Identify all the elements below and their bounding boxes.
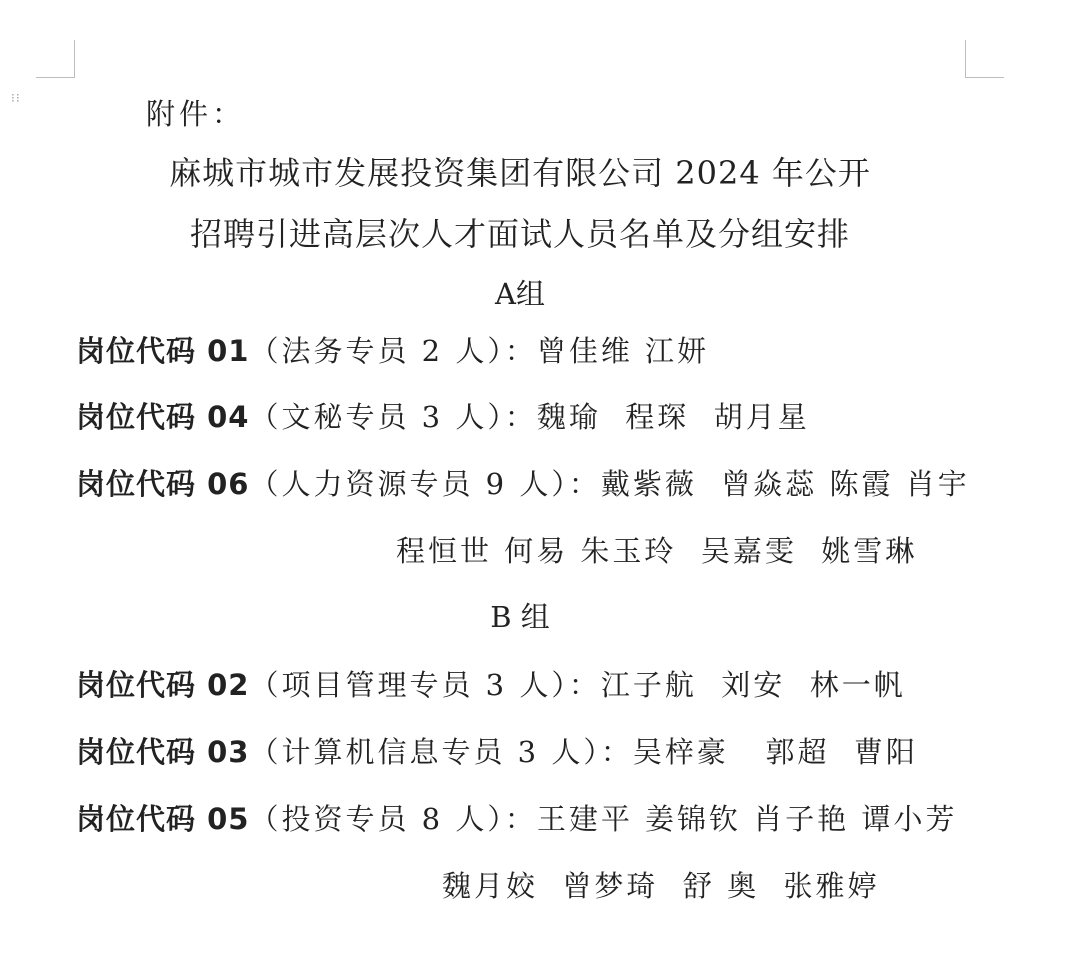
position-detail: （法务专员 2 人）：曾佳维 江妍 [249,334,710,368]
position-detail: （投资专员 8 人）：王建平 姜锦钦 肖子艳 谭小芳 [249,802,958,836]
group-a-heading: A组 [495,277,545,311]
position-row [76,668,906,702]
page-corner-top-left [36,40,75,78]
position-continuation: 魏月姣 曾梦琦 舒 奥 张雅婷 [442,869,880,903]
position-detail: （人力资源专员 9 人）：戴紫薇 曾焱蕊 陈霞 肖宇 [249,467,970,501]
position-code: 岗位代码 02 [76,668,250,702]
position-code: 岗位代码 03 [76,735,250,769]
position-continuation: 程恒世 何易 朱玉玲 吴嘉雯 姚雪琳 [396,534,918,568]
position-row [76,735,918,769]
position-row [76,334,710,368]
position-code: 岗位代码 01 [76,334,250,368]
position-code: 岗位代码 04 [76,400,250,434]
drag-handle-icon[interactable]: ⁝⁝ [11,91,21,105]
position-detail: （项目管理专员 3 人）：江子航 刘安 林一帆 [249,668,906,702]
page-corner-top-right [965,40,1004,78]
attachment-label: 附件： [146,97,246,131]
position-row [76,400,810,434]
document-title-line-1: 麻城市城市发展投资集团有限公司 2024 年公开 [169,154,871,192]
position-row [76,802,958,836]
group-b-heading: B 组 [490,600,550,634]
position-row [76,467,970,501]
position-code: 岗位代码 05 [76,802,250,836]
position-detail: （文秘专员 3 人）：魏瑜 程琛 胡月星 [249,400,810,434]
document-title-line-2: 招聘引进高层次人才面试人员名单及分组安排 [189,215,850,253]
position-code: 岗位代码 06 [76,467,250,501]
position-detail: （计算机信息专员 3 人）：吴梓豪 郭超 曹阳 [249,735,918,769]
